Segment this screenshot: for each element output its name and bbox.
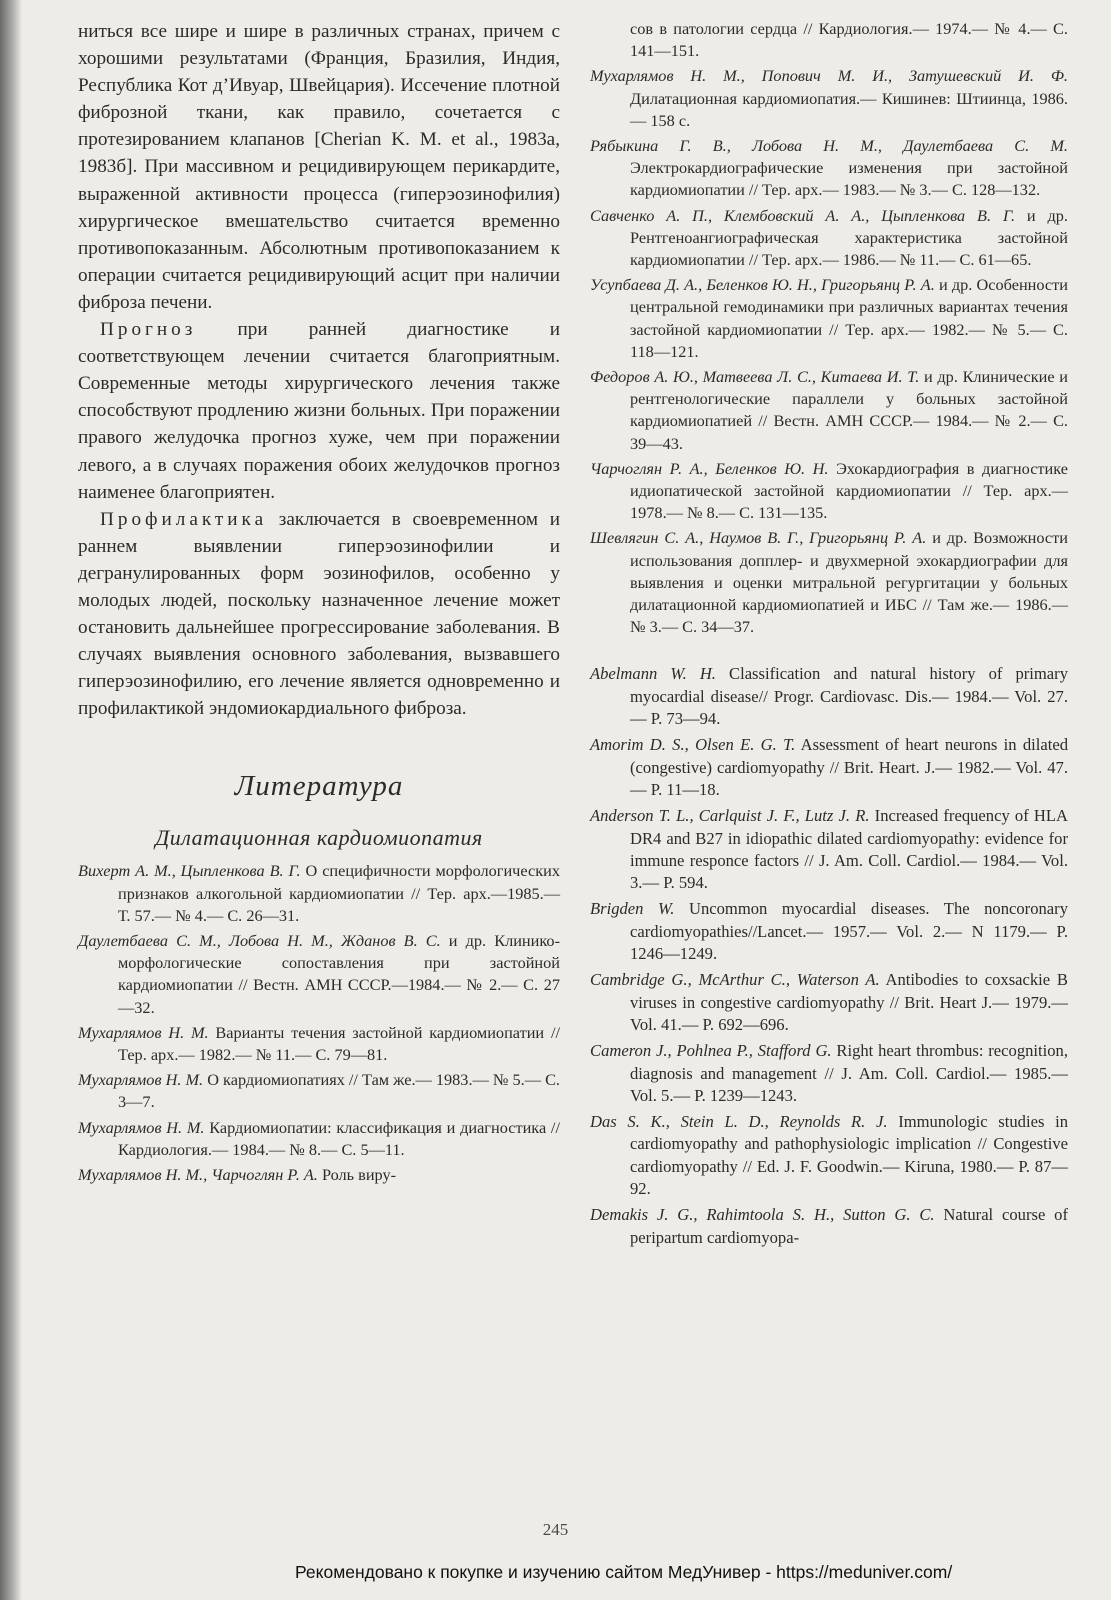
reference-item xyxy=(590,205,1068,272)
reference-item xyxy=(590,65,1068,132)
reference-item xyxy=(590,898,1068,965)
reference-text: Natural course of peripartum cardiomyopa- xyxy=(630,1205,1068,1247)
reference-text: Кардиомиопатии: классификация и диагностика // Кардиология.— 1984.— № 8.— С. 5—11. xyxy=(118,1117,560,1159)
reference-text: О кардиомиопатиях // Там же.— 1983.— № 5.— С. 3—7. xyxy=(118,1070,560,1112)
reference-text: и др. Клинические и рентгенологические параллели у больных застойной кардиомиопатией // Вестн. АМН СССР.— 1984.— № 2.— С. 39—43. xyxy=(630,367,1068,453)
reference-item xyxy=(590,458,1068,525)
reference-item xyxy=(590,1040,1068,1107)
reference-text: Classification and natural history of primary myocardial disease// Progr. Cardiovasc. Dis.— 1984.— Vol. 27.— P. 73—94. xyxy=(630,664,1068,729)
reference-authors: Мухарлямов Н. М. xyxy=(78,1022,209,1042)
prognosis-text: при ранней диагностике и соответствующем лечении считается благоприятным. Современные методы хирургического лечения также способствуют продлению жизни больных. При поражении правого желудочка прогноз хуже, чем при поражении левого, а в случаях поражения обоих желудочков прогноз наименее благоприятен. xyxy=(78,319,560,503)
page-spine-shadow xyxy=(0,0,22,1600)
reference-item xyxy=(590,18,1068,62)
reference-authors: Усупбаева Д. А., Беленков Ю. Н., Григорьянц Р. А. xyxy=(590,275,935,295)
reference-text: Электрокардиографические изменения при застойной кардиомиопатии // Тер. арх.— 1983.— № 3.— С. 128—132. xyxy=(630,158,1068,200)
left-column xyxy=(78,18,560,1189)
reference-authors: Amorim D. S., Olsen E. G. T. xyxy=(590,735,796,755)
reference-item xyxy=(78,1022,560,1066)
reference-authors: Савченко А. П., Клембовский А. А., Цыпленкова В. Г. xyxy=(590,205,1016,225)
reference-item xyxy=(78,930,560,1019)
subsection-title: Дилатационная кардиомиопатия xyxy=(155,825,483,851)
reference-text: и др. Особенности центральной гемодинамики при различных вариантах течения застойной кардиомиопатии // Тер. арх.— 1982.— № 5.— С. 118—121. xyxy=(630,275,1068,361)
body-paragraph: ниться все шире и шире в различных странах, причем с хорошими результатами (Франция, Бразилия, Индия, Республика Кот д’Ивуар, Швейцария). Иссечение плотной фиброзной ткани, как правило, сочетается с протезированием клапанов [Cherian K. M. et al., 1983a, 1983б]. При массивном и рецидивирующем перикардите, выраженной активности процесса (гиперэозинофилия) хирургическое вмешательство считается временно противопоказанным. Абсолютным противопоказанием к операции считается рецидивирующий асцит при наличии фиброза печени. xyxy=(78,21,560,313)
reference-text: и др. Клинико-морфологические сопоставления при застойной кардиомиопатии // Вестн. АМН СССР.—1984.— № 2.— С. 27—32. xyxy=(118,931,560,1017)
reference-list-left xyxy=(78,860,560,1186)
reference-text: Варианты течения застойной кардиомиопатии // Тер. арх.— 1982.— № 11.— С. 79—81. xyxy=(118,1022,560,1065)
reference-item xyxy=(78,1117,560,1161)
reference-item xyxy=(78,860,560,927)
reference-authors: Мухарлямов Н. М., Попович М. И., Затушевский И. Ф. xyxy=(590,66,1068,86)
reference-item xyxy=(78,1164,560,1186)
reference-text: и др. Рентгеноангиографическая характеристика застойной кардиомиопатии // Тер. арх.— 1986.— № 11.— С. 61—65. xyxy=(630,205,1068,270)
reference-item xyxy=(590,734,1068,801)
right-column xyxy=(590,18,1068,1253)
reference-text: Роль виру- xyxy=(317,1165,397,1185)
reference-item xyxy=(590,805,1068,894)
section-title: Литература xyxy=(234,770,404,803)
page-number: 245 xyxy=(542,1520,569,1539)
reference-list-foreign xyxy=(590,663,1068,1248)
prognosis-paragraph xyxy=(78,316,560,506)
reference-authors: Шевлягин С. А., Наумов В. Г., Григорьянц Р. А. xyxy=(590,528,927,548)
reference-authors: Даулетбаева С. М., Лобова Н. М., Жданов В. С. xyxy=(78,931,441,951)
reference-text: Antibodies to coxsackie B viruses in congestive cardiomyopathy // Brit. Heart J.— 1979.— Vol. 41.— P. 692—696. xyxy=(630,970,1068,1034)
reference-text: и др. Возможности использования допплер- и двухмерной эхокардиографии для выявления и оценки митральной регургитации у больных дилатационной кардиомиопатией и ИБС // Там же.— 1986.— № 3.— С. 34—37. xyxy=(630,528,1068,637)
reference-text: Right heart thrombus: recognition, diagnosis and management // J. Am. Coll. Cardiol.— 1985.— Vol. 5.— P. 1239—1243. xyxy=(630,1041,1068,1105)
reference-item xyxy=(590,366,1068,455)
prophylaxis-text: заключается в своевременном и раннем выявлении гиперэозинофилии и дегранулированных форм эозинофилов, особенно у молодых людей, поскольку назначенное лечение может остановить дальнейшее прогрессирование заболевания. В случаях выявления основного заболевания, вызвавшего гиперэозинофилию, его лечение является одновременно и профилактикой эндомиокардиального фиброза. xyxy=(78,508,560,720)
footer-recommendation: Рекомендовано к покупке и изучению сайтом МедУнивер - https://meduniver.com/ xyxy=(295,1562,953,1582)
reference-authors: Вихерт А. М., Цыпленкова В. Г. xyxy=(78,861,301,881)
reference-text: Uncommon myocardial diseases. The noncoronary cardiomyopathies//Lancet.— 1957.— Vol. 2.— N 1179.— P. 1246—1249. xyxy=(630,899,1068,964)
body-text xyxy=(78,18,560,722)
reference-item xyxy=(590,663,1068,730)
reference-authors: Рябыкина Г. В., Лобова Н. М., Даулетбаева С. М. xyxy=(590,136,1068,156)
reference-text: Дилатационная кардиомиопатия.— Кишинев: Штиинца, 1986.— 158 с. xyxy=(630,88,1068,130)
reference-authors: Abelmann W. H. xyxy=(590,664,716,684)
reference-authors: Cambridge G., McArthur C., Waterson A. xyxy=(590,970,880,990)
reference-text: Эхокардиография в диагностике идиопатической застойной кардиомиопатии // Тер. арх.— 1978.— № 8.— С. 131—135. xyxy=(630,458,1068,523)
reference-authors: Чарчоглян Р. А., Беленков Ю. Н. xyxy=(590,458,829,478)
reference-text: сов в патологии сердца // Кардиология.— 1974.— № 4.— С. 141—151. xyxy=(630,19,1068,61)
reference-text: Increased frequency of HLA DR4 and B27 in idiopathic dilated cardiomyopathy: evidence for immune responce factors // J. Am. Coll. Cardiol.— 1984.— Vol. 3.— P. 594. xyxy=(630,806,1069,893)
prognosis-term: Прогноз xyxy=(100,319,197,341)
reference-text: Immunologic studies in cardiomyopathy and pathophysiologic implication // Congestive cardiomyopathy // Ed. J. F. Goodwin.— Kiruna, 1980.— P. 87—92. xyxy=(630,1112,1068,1199)
reference-authors: Мухарлямов Н. М. xyxy=(78,1117,205,1137)
reference-authors: Anderson T. L., Carlquist J. F., Lutz J. R. xyxy=(590,806,870,826)
reference-text: Assessment of heart neurons in dilated (congestive) cardiomyopathy // Brit. Heart. J.— 1982.— Vol. 47.— P. 11—18. xyxy=(630,735,1068,799)
list-gap xyxy=(590,641,1068,663)
reference-item xyxy=(590,1111,1068,1200)
reference-item xyxy=(590,274,1068,363)
reference-authors: Федоров А. Ю., Матвеева Л. С., Китаева И. Т. xyxy=(590,367,920,387)
reference-authors: Мухарлямов Н. М. xyxy=(78,1070,204,1090)
reference-item xyxy=(590,135,1068,202)
reference-item xyxy=(590,527,1068,638)
reference-authors: Das S. K., Stein L. D., Reynolds R. J. xyxy=(590,1112,888,1132)
reference-authors: Cameron J., Pohlnea P., Stafford G. xyxy=(590,1041,832,1061)
reference-item xyxy=(590,1204,1068,1249)
prophylaxis-paragraph xyxy=(78,506,560,723)
reference-list-russian xyxy=(590,18,1068,638)
reference-item xyxy=(590,969,1068,1036)
reference-authors: Мухарлямов Н. М., Чарчоглян Р. А. xyxy=(78,1165,318,1185)
reference-authors: Demakis J. G., Rahimtoola S. H., Sutton G. C. xyxy=(590,1205,935,1225)
prophylaxis-term: Профилактика xyxy=(100,508,268,530)
reference-item xyxy=(78,1069,560,1113)
reference-authors: Brigden W. xyxy=(590,899,675,919)
reference-text: О специфичности морфологических признаков алкогольной кардиомиопатии // Тер. арх.—1985.— Т. 57.— № 4.— С. 26—31. xyxy=(118,861,560,925)
